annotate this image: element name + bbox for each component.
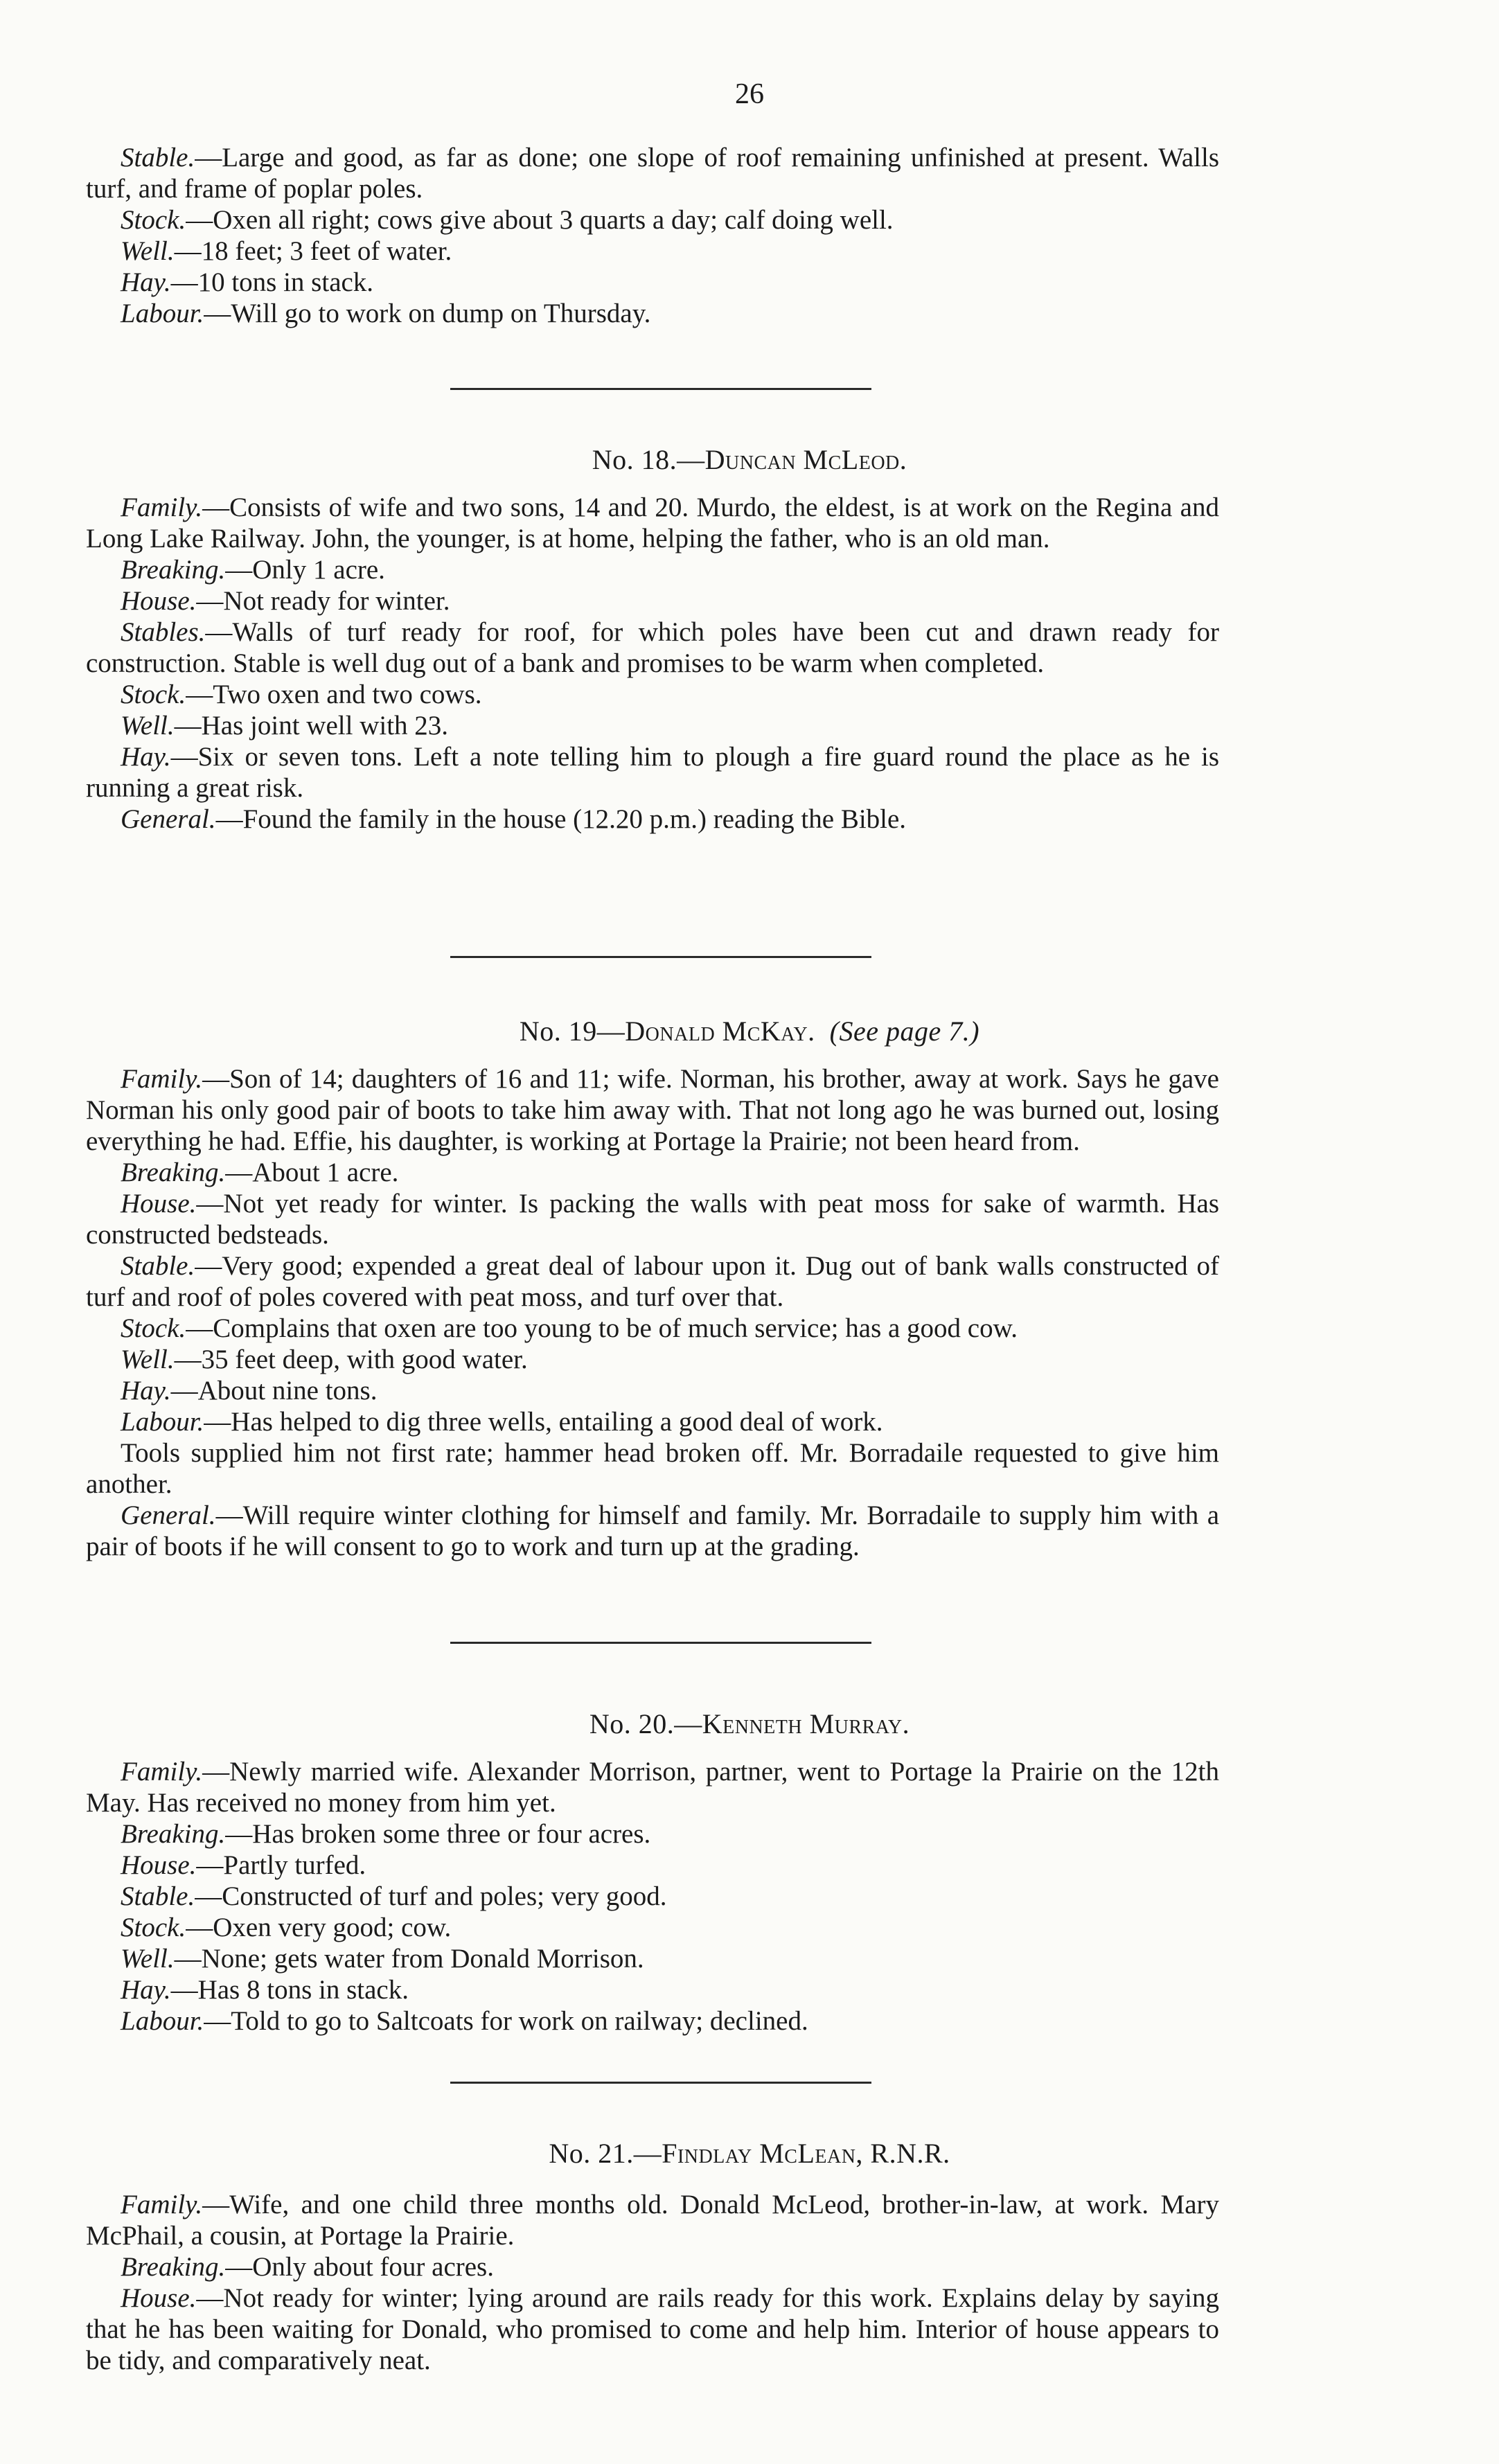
entry-breaking: Breaking.—About 1 acre. (121, 1158, 399, 1187)
section-heading-20: No. 20.—Kenneth Murray. (589, 1708, 910, 1739)
section-heading-18: No. 18.—Duncan McLeod. (592, 444, 907, 475)
section-divider (450, 388, 871, 390)
entry-family: Family.—Consists of wife and two sons, 14 and 20. Murdo, the eldest, is at work on the Regina and Long Lake Railway. John, the younger, is at home, helping the father, who is an old man. (86, 493, 1219, 553)
page-number: 26 (735, 78, 764, 110)
entry-family: Family.—Wife, and one child three months old. Donald McLeod, brother-in-law, at work. Mary McPhail, a cousin, at Portage la Prairie. (86, 2190, 1219, 2251)
entry-stable: Stable.—Large and good, as far as done; one slope of roof remaining unfinished at present. Walls turf, and frame of poplar poles. (86, 143, 1219, 204)
entry-house: House.—Not ready for winter. (121, 586, 450, 616)
entry-well: Well.—18 feet; 3 feet of water. (121, 236, 452, 266)
section-heading-21: No. 21.—Findlay McLean, R.N.R. (549, 2138, 950, 2169)
entry-stable: Stable.—Very good; expended a great deal of labour upon it. Dug out of bank walls constructed of turf and roof of poles covered with peat moss, and turf over that. (86, 1251, 1219, 1312)
entry-house: House.—Not ready for winter; lying around are rails ready for this work. Explains delay by saying that he has been waiting for Donald, who promised to come and help him. Interior of house appears to be tidy, and comparatively neat. (86, 2283, 1219, 2375)
entry-house: House.—Partly turfed. (121, 1850, 366, 1880)
section-divider (450, 1642, 871, 1644)
section-20 (86, 1756, 1219, 2037)
entry-labour: Labour.—Told to go to Saltcoats for work on railway; declined. (121, 2006, 808, 2036)
entry-hay: Hay.—Six or seven tons. Left a note telling him to plough a fire guard round the place as he is running a great risk. (86, 742, 1219, 803)
entry-hay: Hay.—10 tons in stack. (121, 267, 374, 297)
section-18 (86, 492, 1219, 835)
section-21 (86, 2189, 1219, 2376)
entry-general: General.—Found the family in the house (12.20 p.m.) reading the Bible. (121, 804, 907, 834)
entry-breaking: Breaking.—Has broken some three or four acres. (121, 1819, 651, 1849)
section-divider (450, 2082, 871, 2084)
section-divider (450, 956, 871, 958)
entry-well: Well.—35 feet deep, with good water. (121, 1345, 528, 1374)
entry-breaking: Breaking.—Only 1 acre. (121, 555, 385, 585)
entry-general: General.—Will require winter clothing for himself and family. Mr. Borradaile to supply him with a pair of boots if he will consent to go to work and turn up at the grading. (86, 1500, 1219, 1561)
entry-well: Well.—None; gets water from Donald Morrison. (121, 1944, 644, 1974)
entry-family: Family.—Son of 14; daughters of 16 and 11; wife. Norman, his brother, away at work. Says he gave Norman his only good pair of boots to take him away with. That not long ago he was burned out, losing everything he had. Effie, his daughter, is working at Portage la Prairie; not been heard from. (86, 1064, 1219, 1156)
entry-stock: Stock.—Oxen very good; cow. (121, 1913, 452, 1942)
section-17-continued (86, 142, 1219, 329)
entry-well: Well.—Has joint well with 23. (121, 711, 449, 741)
section-heading-19: No. 19—Donald McKay. (See page 7.) (519, 1016, 980, 1047)
entry-hay: Hay.—About nine tons. (121, 1376, 378, 1406)
entry-hay: Hay.—Has 8 tons in stack. (121, 1975, 409, 2005)
entry-house: House.—Not yet ready for winter. Is packing the walls with peat moss for sake of warmth. Has constructed bedsteads. (86, 1189, 1219, 1250)
entry-stock: Stock.—Oxen all right; cows give about 3 quarts a day; calf doing well. (121, 205, 894, 235)
entry-labour: Labour.—Has helped to dig three wells, entailing a good deal of work. (121, 1407, 883, 1437)
entry-stables: Stables.—Walls of turf ready for roof, for which poles have been cut and drawn ready for construction. Stable is well dug out of a bank and promises to be warm when completed. (86, 617, 1219, 678)
entry-tools: Tools supplied him not first rate; hammer head broken off. Mr. Borradaile requested to give him another. (86, 1438, 1219, 1499)
entry-stable: Stable.—Constructed of turf and poles; very good. (121, 1881, 667, 1911)
section-19 (86, 1063, 1219, 1562)
entry-labour: Labour.—Will go to work on dump on Thursday. (121, 299, 651, 328)
entry-stock: Stock.—Two oxen and two cows. (121, 680, 482, 709)
entry-stock: Stock.—Complains that oxen are too young to be of much service; has a good cow. (121, 1313, 1018, 1343)
entry-family: Family.—Newly married wife. Alexander Morrison, partner, went to Portage la Prairie on the 12th May. Has received no money from him yet. (86, 1757, 1219, 1818)
entry-breaking: Breaking.—Only about four acres. (121, 2252, 494, 2282)
